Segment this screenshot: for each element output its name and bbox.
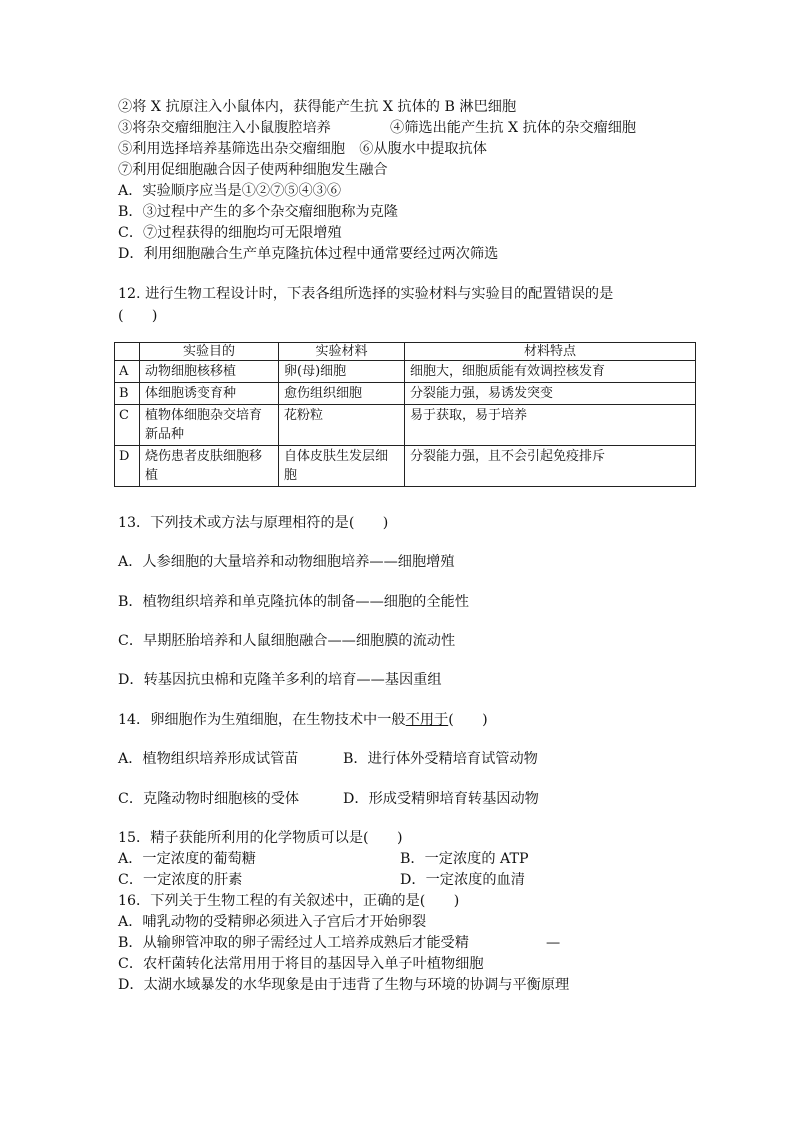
row-id: B	[115, 383, 140, 405]
q16-stem: 16．下列关于生物工程的有关叙述中，正确的是( )	[118, 893, 460, 909]
q16-option-a: A．哺乳动物的受精卵必须进入子宫后才开始卵裂	[118, 914, 427, 930]
table-row	[115, 383, 696, 405]
table-header-purpose: 实验目的	[140, 343, 279, 361]
row-material: 自体皮肤生发层细胞	[279, 446, 405, 487]
q11-option-a: A．实验顺序应当是①②⑦⑤④③⑥	[118, 183, 342, 199]
row-purpose: 植物体细胞杂交培育新品种	[140, 405, 279, 446]
q14-options-cd	[118, 789, 539, 809]
q13-option-d: D．转基因抗虫棉和克隆羊多利的培育——基因重组	[118, 672, 442, 688]
q15-option-c: C．一定浓度的肝素	[118, 872, 243, 888]
row-material: 愈伤组织细胞	[279, 383, 405, 405]
table-row	[115, 446, 696, 487]
table-header-feature: 材料特点	[405, 343, 696, 361]
q11-step-4: ④筛选出能产生抗 X 抗体的杂交瘤细胞	[390, 120, 637, 136]
row-id: A	[115, 361, 140, 383]
q13-option-c: C．早期胚胎培养和人鼠细胞融合——细胞膜的流动性	[118, 633, 456, 649]
row-purpose: 体细胞诱变育种	[140, 383, 279, 405]
q11-option-b: B．③过程中产生的多个杂交瘤细胞称为克隆	[118, 204, 398, 220]
q16-option-d: D．太湖水域暴发的水华现象是由于违背了生物与环境的协调与平衡原理	[118, 977, 570, 993]
q11-option-d: D．利用细胞融合生产单克隆抗体过程中通常要经过两次筛选	[118, 246, 499, 262]
q14-option-c: C．克隆动物时细胞核的受体	[118, 791, 300, 807]
q11-step-3: ③将杂交瘤细胞注入小鼠腹腔培养	[118, 120, 331, 136]
q14-option-a: A．植物组织培养形成试管苗	[118, 751, 299, 767]
q15-option-d: D．一定浓度的血清	[400, 872, 525, 888]
q11-step-2: ②将 X 抗原注入小鼠体内，获得能产生抗 X 抗体的 B 淋巴细胞	[118, 99, 517, 115]
q12-answer-blank: ( )	[118, 308, 158, 324]
row-purpose: 烧伤患者皮肤细胞移植	[140, 446, 279, 487]
q15-option-b: B．一定浓度的 ATP	[400, 851, 529, 867]
row-id: C	[115, 405, 140, 446]
row-feature: 分裂能力强，易诱发突变	[405, 383, 696, 405]
q12-stem: 12. 进行生物工程设计时，下表各组所选择的实验材料与实验目的配置错误的是	[118, 286, 614, 302]
q16-option-b-line	[118, 933, 561, 953]
q14-options-ab	[118, 749, 538, 769]
q14-option-d: D．形成受精卵培育转基因动物	[343, 791, 539, 807]
row-material: 花粉粒	[279, 405, 405, 446]
q16-option-b: B．从输卵管冲取的卵子需经过人工培养成熟后才能受精	[118, 935, 469, 951]
table-row	[115, 361, 696, 383]
q14-stem	[118, 710, 488, 730]
table-header-id	[115, 343, 140, 361]
q14-option-b: B．进行体外受精培育试管动物	[343, 751, 538, 767]
q11-steps-5-6: ⑤利用选择培养基筛选出杂交瘤细胞 ⑥从腹水中提取抗体	[118, 141, 487, 157]
row-purpose: 动物细胞核移植	[140, 361, 279, 383]
table-header-material: 实验材料	[279, 343, 405, 361]
q15-options-ab	[118, 849, 529, 869]
q14-underlined-keyword: 不用于	[405, 712, 449, 728]
q16-option-c: C．农杆菌转化法常用用于将目的基因导入单子叶植物细胞	[118, 956, 484, 972]
row-id: D	[115, 446, 140, 487]
q15-option-a: A．一定浓度的葡萄糖	[118, 851, 256, 867]
stray-dash-mark: —	[546, 935, 561, 951]
q13-stem: 13．下列技术或方法与原理相符的是( )	[118, 515, 389, 531]
q13-option-a: A．人参细胞的大量培养和动物细胞培养——细胞增殖	[118, 554, 455, 570]
row-feature: 易于获取，易于培养	[405, 405, 696, 446]
q13-option-b: B．植物组织培养和单克隆抗体的制备——细胞的全能性	[118, 594, 469, 610]
table-header-row	[115, 343, 696, 361]
q14-stem-text: 14．卵细胞作为生殖细胞，在生物技术中一般	[118, 712, 406, 728]
row-feature: 分裂能力强，且不会引起免疫排斥	[405, 446, 696, 487]
q15-stem: 15．精子获能所利用的化学物质可以是( )	[118, 830, 403, 846]
table-row	[115, 405, 696, 446]
q15-options-cd	[118, 870, 525, 890]
q11-step-7: ⑦利用促细胞融合因子使两种细胞发生融合	[118, 162, 388, 178]
q11-option-c: C．⑦过程获得的细胞均可无限增殖	[118, 225, 342, 241]
q12-table	[114, 342, 696, 487]
q14-answer-blank: ( )	[448, 712, 488, 728]
row-feature: 细胞大，细胞质能有效调控核发育	[405, 361, 696, 383]
row-material: 卵(母)细胞	[279, 361, 405, 383]
q11-steps-3-4	[118, 118, 637, 138]
